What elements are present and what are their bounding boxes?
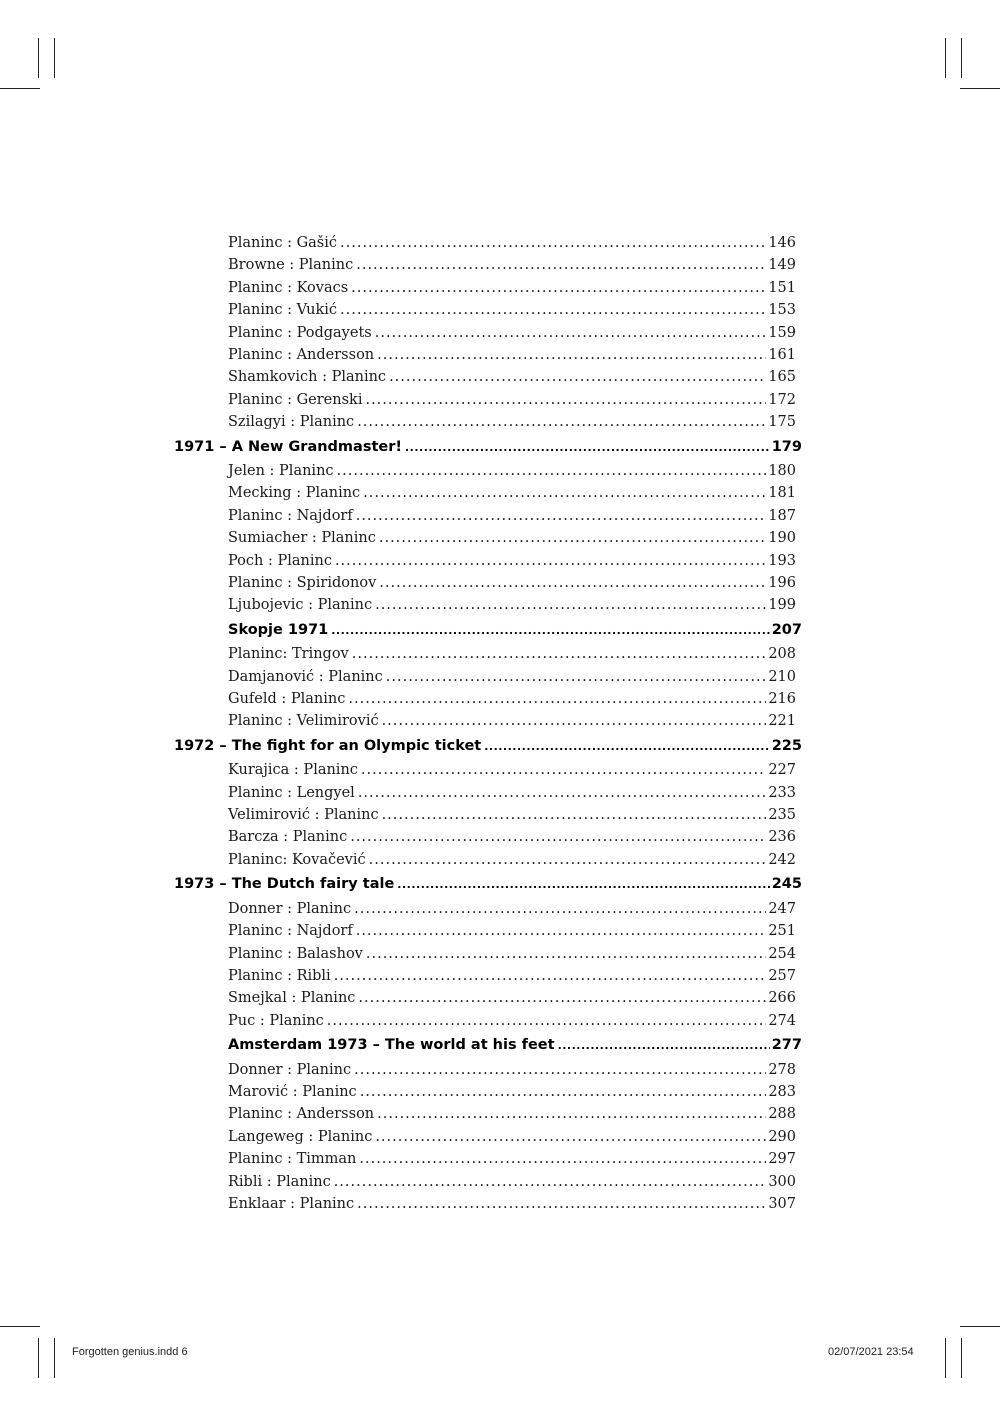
toc-page-number: 245 [771,876,802,893]
toc-page-number: 159 [768,324,796,341]
dot-leader [351,280,766,296]
toc-title: Mecking : Planinc [228,485,361,502]
toc-title: Planinc : Balashov [228,945,363,962]
dot-leader [360,1084,767,1100]
dot-leader [365,392,766,408]
toc-title: Planinc : Andersson [228,1106,375,1123]
toc-entry [174,553,802,575]
toc-title: Planinc : Spiridonov [228,574,377,591]
toc-page-number: 274 [768,1012,796,1029]
dot-leader [369,852,767,868]
toc-entry [174,347,802,369]
crop-mark [961,1338,962,1378]
toc-page-number: 149 [768,257,796,274]
toc-entry [174,235,802,257]
dot-leader [375,597,766,613]
dot-leader [335,553,766,569]
dot-leader [366,946,766,962]
toc-entry [174,302,802,324]
toc-entry [174,1174,802,1196]
toc-title: 1971 – A New Grandmaster! [174,438,402,455]
toc-entry [174,901,802,923]
toc-title: Gufeld : Planinc [228,691,346,708]
dot-leader [356,508,767,524]
toc-title: Planinc : Najdorf [228,923,353,940]
toc-page-number: 146 [768,235,796,251]
dot-leader [397,878,769,891]
toc-page-number: 208 [768,646,796,663]
dot-leader [348,691,766,707]
toc-entry [174,923,802,945]
dot-leader [334,1174,767,1190]
toc-section-heading [174,736,802,763]
dot-leader [375,325,767,341]
toc-page-number: 199 [768,597,796,614]
toc-entry [174,646,802,668]
toc-title: Planinc : Kovacs [228,279,349,296]
dot-leader [558,1039,770,1052]
toc-entry [174,414,802,436]
toc-page-number: 196 [768,574,796,591]
toc-title: Planinc : Najdorf [228,507,353,524]
toc-entry [174,1129,802,1151]
toc-subsection-heading [174,1035,802,1062]
dot-leader [359,1151,766,1167]
toc-title: Kurajica : Planinc [228,762,358,779]
dot-leader [331,624,769,637]
crop-mark [38,38,39,78]
toc-title: Skopje 1971 [228,621,329,638]
dot-leader [354,1062,766,1078]
dot-leader [405,441,770,454]
dot-leader [357,1196,766,1212]
toc-entry [174,530,802,552]
toc-entry [174,968,802,990]
toc-entry [174,392,802,414]
dot-leader [382,713,767,729]
toc-entry [174,990,802,1012]
dot-leader [357,414,766,430]
toc-title: Planinc: Tringov [228,646,349,663]
toc-title: Planinc : Gašić [228,235,338,251]
toc-page-number: 257 [768,967,796,984]
toc-page-number: 236 [768,829,796,846]
toc-page-number: 210 [768,668,796,685]
toc-title: Damjanović : Planinc [228,668,383,685]
dot-leader [358,785,766,801]
crop-mark [54,38,55,78]
slug-datetime: 02/07/2021 23:54 [828,1346,914,1358]
dot-leader [356,257,766,273]
toc-title: Puc : Planinc [228,1012,324,1029]
toc-page-number: 180 [768,463,796,480]
dot-leader [361,762,766,778]
crop-mark [38,1338,39,1378]
toc-page-number: 254 [768,945,796,962]
toc-entry [174,785,802,807]
toc-title: Donner : Planinc [228,1061,352,1078]
toc-entry [174,1196,802,1218]
toc-entry [174,1151,802,1173]
toc-page-number: 277 [771,1037,802,1054]
dot-leader [356,923,767,939]
toc-title: 1972 – The fight for an Olympic ticket [174,737,482,754]
toc-title: Smejkal : Planinc [228,990,356,1007]
dot-leader [386,669,767,685]
toc-page-number: 297 [768,1151,796,1168]
dot-leader [358,990,766,1006]
toc-entry [174,852,802,874]
toc-title: Jelen : Planinc [228,463,334,480]
toc-entry [174,762,802,784]
dot-leader [327,1013,767,1029]
toc-page-number: 179 [771,438,802,455]
toc-page-number: 216 [768,691,796,708]
toc-page-number: 181 [768,485,796,502]
crop-mark [0,88,40,89]
crop-mark [960,88,1000,89]
toc-page-number: 290 [768,1128,796,1145]
dot-leader [352,646,767,662]
toc-title: Ribli : Planinc [228,1173,331,1190]
toc-entry [174,508,802,530]
toc-entry [174,1084,802,1106]
crop-mark [0,1326,40,1327]
dot-leader [354,901,766,917]
toc-title: Szilagyi : Planinc [228,414,355,431]
dot-leader [377,347,766,363]
toc-title: Planinc : Vukić [228,302,338,319]
toc-title: Planinc : Lengyel [228,784,355,801]
toc-entry [174,1062,802,1084]
toc-title: Barcza : Planinc [228,829,348,846]
toc-page-number: 283 [768,1084,796,1100]
toc-title: Planinc : Velimirović [228,713,379,730]
toc-page-number: 165 [768,369,796,386]
toc-title: 1973 – The Dutch fairy tale [174,876,395,893]
toc-page-number: 242 [768,851,796,868]
toc-title: Planinc : Gerenski [228,391,363,408]
toc-entry [174,669,802,691]
dot-leader [484,740,770,753]
toc-entry [174,807,802,829]
toc-entry [174,946,802,968]
toc-entry [174,369,802,391]
toc-title: Planinc : Ribli [228,967,331,984]
toc-page-number: 187 [768,507,796,524]
toc-page-number: 190 [768,530,796,547]
dot-leader [377,1106,766,1122]
toc-entry [174,691,802,713]
crop-mark [961,38,962,78]
toc-page-number: 288 [768,1106,796,1123]
toc-page-number: 161 [768,346,796,363]
toc-title: Marović : Planinc [228,1084,357,1100]
toc-title: Planinc : Podgayets [228,324,372,341]
dot-leader [337,463,767,479]
toc-page-number: 175 [768,414,796,431]
toc-page-number: 247 [768,900,796,917]
toc-page-number: 221 [768,713,796,730]
toc-subsection-heading [174,620,802,647]
toc-entry [174,575,802,597]
crop-mark [945,38,946,78]
toc-title: Amsterdam 1973 – The world at his feet [228,1037,555,1054]
toc-page-number: 233 [768,784,796,801]
toc-title: Poch : Planinc [228,552,332,569]
dot-leader [375,1129,766,1145]
dot-leader [350,829,766,845]
toc-page-number: 307 [768,1195,796,1212]
toc-page-number: 193 [768,552,796,569]
toc-section-heading [174,874,802,901]
toc-entry [174,1013,802,1035]
toc-title: Planinc: Kovačević [228,851,366,868]
dot-leader [389,369,766,385]
toc-title: Browne : Planinc [228,257,354,274]
toc-title: Langeweg : Planinc [228,1128,373,1145]
toc-entry [174,1106,802,1128]
toc-page-number: 251 [768,923,796,940]
toc-page-number: 300 [768,1173,796,1190]
toc-entry [174,713,802,735]
dot-leader [379,530,766,546]
toc-page-number: 227 [768,762,796,779]
toc-page-number: 172 [768,391,796,408]
dot-leader [340,235,766,251]
toc-entry [174,463,802,485]
slug-filename: Forgotten genius.indd 6 [72,1346,188,1358]
toc-title: Donner : Planinc [228,900,352,917]
toc-page-number: 225 [771,737,802,754]
dot-leader [363,485,766,501]
dot-leader [340,302,766,318]
toc-entry [174,325,802,347]
toc-page-number: 153 [768,302,796,319]
table-of-contents [174,235,802,1218]
toc-page-number: 151 [768,279,796,296]
toc-title: Planinc : Andersson [228,346,375,363]
toc-entry [174,485,802,507]
toc-title: Shamkovich : Planinc [228,369,387,386]
toc-page-number: 266 [768,990,796,1007]
toc-title: Enklaar : Planinc [228,1195,355,1212]
toc-entry [174,280,802,302]
dot-leader [379,575,766,591]
toc-entry [174,829,802,851]
toc-page-number: 235 [768,807,796,824]
toc-title: Planinc : Timman [228,1151,357,1168]
toc-title: Velimirović : Planinc [228,807,379,824]
toc-title: Sumiacher : Planinc [228,530,376,547]
toc-section-heading [174,437,802,464]
crop-mark [945,1338,946,1378]
dot-leader [334,968,767,984]
toc-entry [174,257,802,279]
toc-page-number: 207 [771,621,802,638]
dot-leader [382,807,767,823]
crop-mark [960,1326,1000,1327]
toc-page-number: 278 [768,1061,796,1078]
crop-mark [54,1338,55,1378]
toc-entry [174,597,802,619]
toc-title: Ljubojevic : Planinc [228,597,373,614]
